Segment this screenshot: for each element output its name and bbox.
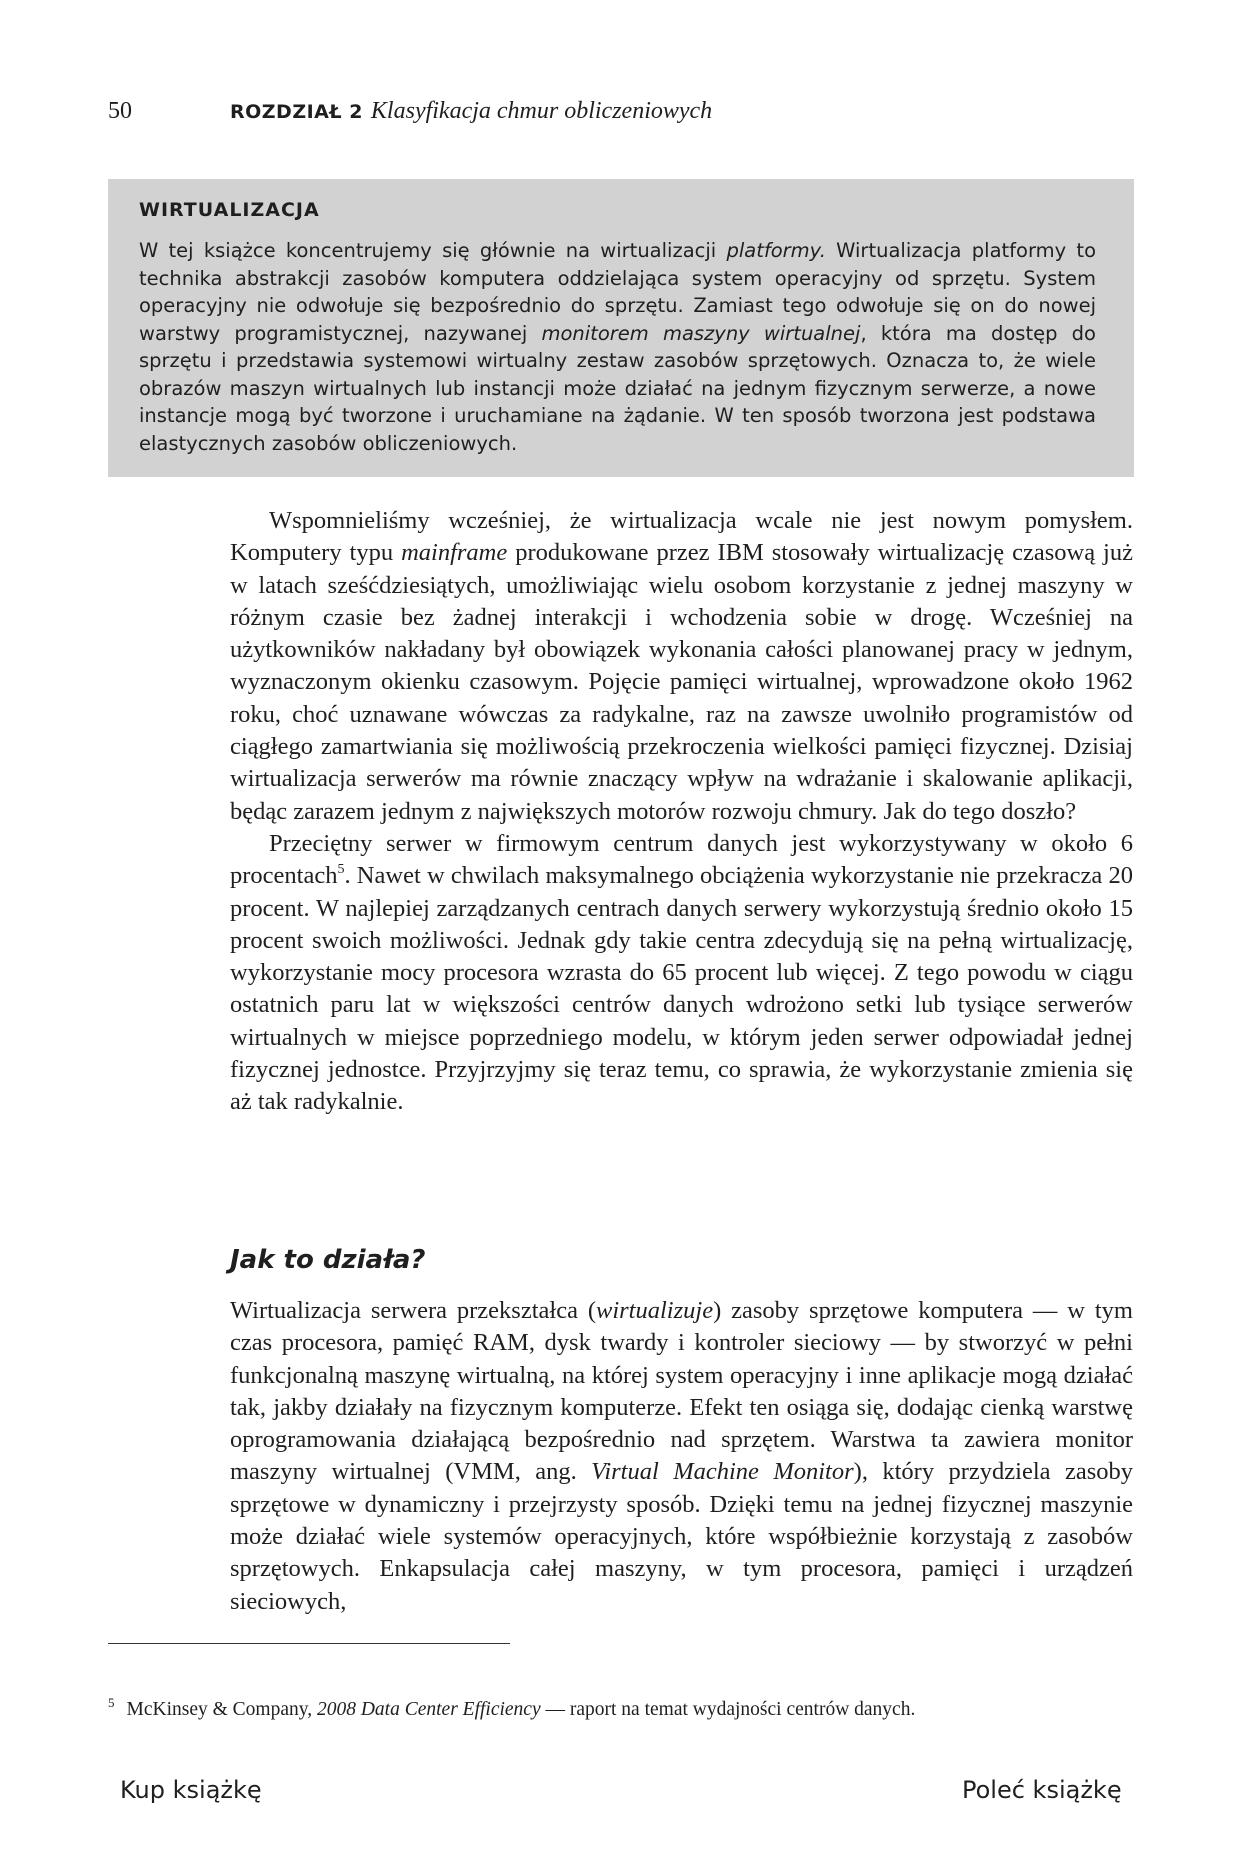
page-number: 50 [108,98,132,124]
footnote [108,1690,1148,1723]
footnote-text: — raport na temat wydajności centrów danych. [540,1699,916,1720]
paragraph-text: . Nawet w chwilach maksymalnego obciążenia wykorzystanie nie przekracza 20 procent. W najlepiej zarządzanych centrach danych serwery wykorzystują średnio około 15 procent swoich możliwości. Jednak gdy takie centra zdecydują się na pełną wirtualizację, wykorzystanie mocy procesora wzrasta do 65 procent lub więcej. Z tego powodu w ciągu ostatnich paru lat w większości centrów danych wdrożono setki lub tysiące serwerów wirtualnych w miejsce poprzedniego modelu, w którym jeden serwer odpowiadał jednej fizycznej jednostce. Przyjrzyjmy się teraz temu, co sprawia, że wykorzystanie zmienia się aż tak radykalnie. [230,862,1133,1116]
paragraph-italic: mainframe [401,539,508,567]
paragraph [230,828,1133,1119]
paragraph-italic: Virtual Machine Monitor [591,1458,854,1486]
sidebar-box [108,179,1134,477]
running-header [108,98,1148,138]
paragraph [230,1295,1133,1618]
paragraph-text: ) zasoby sprzętowe komputera — w tym czas procesora, pamięć RAM, dysk twardy i kontroler sieciowy — by stworzyć w pełni funkcjonalną maszynę wirtualną, na której system operacyjny i inne aplikacje mogą działać tak, jakby działały na fizycznym komputerze. Efekt ten osiąga się, dodając cienką warstwę oprogramowania działającą bezpośrednio nad sprzętem. Warstwa ta zawiera monitor maszyny wirtualnej (VMM, ang. [230,1297,1133,1486]
sidebar-text-italic: monitorem maszyny wirtualnej [541,321,861,345]
paragraph [230,505,1133,828]
sidebar-text-italic: platformy. [726,239,826,262]
sidebar-title: WIRTUALIZACJA [139,199,320,221]
section-heading: Jak to działa? [230,1245,426,1275]
buy-book-link[interactable]: Kup książkę [120,1776,262,1804]
footnote-text: McKinsey & Company, [126,1699,317,1720]
paragraph-text: Wspomnieliśmy wcześniej, że wirtualizacja wcale nie jest nowym pomysłem. Komputery typu [230,507,1133,567]
sidebar-text-part: W tej książce koncentrujemy się głównie na wirtualizacji [139,239,727,262]
sidebar-text-part: Wirtualizacja platformy to technika abstrakcji zasobów komputera oddzielająca system operacyjny od sprzętu. System operacyjny nie odwołuje się bezpośrednio do sprzętu. Zamiast tego odwołuje się on do nowej warstwy programistycznej, nazywanej [139,239,1096,345]
footnote-mark: 5 [108,1695,115,1710]
body-text-upper [230,505,1133,1119]
sidebar-text [139,237,1096,457]
paragraph-text: produkowane przez IBM stosowały wirtualizację czasową już w latach sześćdziesiątych, umożliwiając wielu osobom korzystanie z jednej maszyny w różnym czasie bez żadnej interakcji i wchodzenia sobie w drogę. Wcześniej na użytkowników nakładany był obowiązek wykonania całości planowanej pracy w jednym, wyznaczonym okienku czasowym. Pojęcie pamięci wirtualnej, wprowadzone około 1962 roku, choć uznawane wówczas za radykalne, raz na zawsze uwolniło programistów od ciągłego zamartwiania się możliwością przekroczenia wielkości pamięci fizycznej. Dzisiaj wirtualizacja serwerów ma równie znaczący wpływ na wdrażanie i skalowanie aplikacji, będąc zarazem jednym z największych motorów rozwoju chmury. Jak do tego doszło? [230,539,1133,825]
recommend-book-link[interactable]: Poleć książkę [962,1776,1122,1804]
sidebar-text-part: , która ma dostęp do sprzętu i przedstawia systemowi wirtualny zestaw zasobów sprzętowych. Oznacza to, że wiele obrazów maszyn wirtualnych lub instancji może działać na jednym fizycznym serwerze, a nowe instancje mogą być tworzone i uruchamiane na żądanie. W ten sposób tworzona jest podstawa elastycznych zasobów obliczeniowych. [139,321,1096,455]
chapter-label: ROZDZIAŁ 2 [230,101,363,123]
footnote-ref[interactable]: 5 [337,862,345,878]
paragraph-italic: wirtualizuje [596,1297,714,1324]
paragraph-text: Wirtualizacja serwera przekształca ( [230,1297,596,1324]
paragraph-text: Przeciętny serwer w firmowym centrum danych jest wykorzystywany w około 6 procentach [230,829,1133,890]
body-text-lower [230,1295,1133,1618]
paragraph-text: ), który przydziela zasoby sprzętowe w dynamiczny i przejrzysty sposób. Dzięki temu na jednej fizycznej maszynie może działać wiele systemów operacyjnych, które współbieżnie korzystają z zasobów sprzętowych. Enkapsulacja całej maszyny, w tym procesora, pamięci i urządzeń sieciowych, [230,1458,1133,1615]
footnote-italic: 2008 Data Center Efficiency [316,1699,541,1720]
footnote-divider [108,1643,510,1644]
chapter-title: Klasyfikacja chmur obliczeniowych [370,98,713,124]
